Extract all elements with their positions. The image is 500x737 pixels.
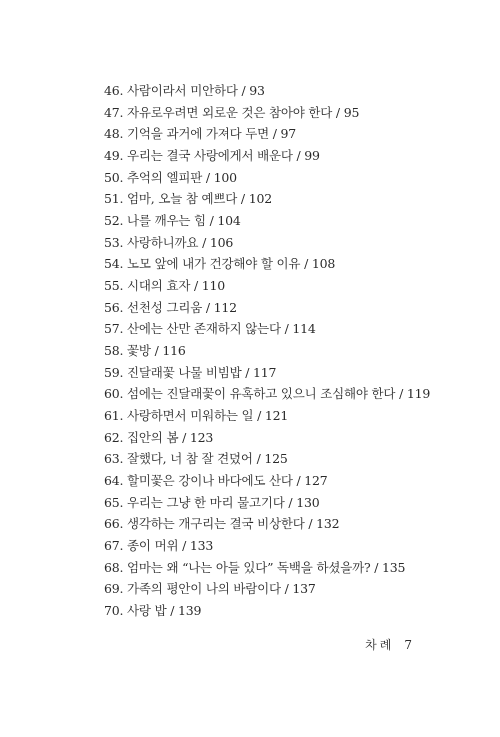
- toc-entry-59: 59. 진달래꽃 나물 비빔밥 / 117: [104, 364, 277, 380]
- toc-entry-48: 48. 기억을 과거에 가져다 두면 / 97: [104, 126, 297, 142]
- toc-entry-62: 62. 집안의 봄 / 123: [104, 429, 214, 445]
- toc-entry-53: 53. 사랑하니까요 / 106: [104, 234, 234, 250]
- toc-entry-46: 46. 사람이라서 미안하다 / 93: [104, 83, 265, 98]
- toc-entry-47: 47. 자유로우려면 외로운 것은 참아야 한다 / 95: [104, 104, 360, 120]
- toc-entry-65: 65. 우리는 그냥 한 마리 물고기다 / 130: [104, 494, 320, 510]
- toc-entry-49: 49. 우리는 결국 사랑에게서 배운다 / 99: [104, 148, 320, 164]
- toc-entry-55: 55. 시대의 효자 / 110: [104, 278, 226, 294]
- toc-entry-69: 69. 가족의 평안이 나의 바람이다 / 137: [104, 581, 316, 597]
- toc-entry-64: 64. 할미꽃은 강이나 바다에도 산다 / 127: [104, 473, 328, 489]
- toc-entry-54: 54. 노모 앞에 내가 건강해야 할 이유 / 108: [104, 256, 336, 272]
- toc-entry-68: 68. 엄마는 왜 “나는 아들 있다” 독백을 하셨을까? / 135: [104, 559, 406, 575]
- toc-entry-60: 60. 섬에는 진달래꽃이 유혹하고 있으니 조심해야 한다 / 119: [104, 386, 431, 402]
- toc-entry-61: 61. 사랑하면서 미워하는 일 / 121: [104, 408, 289, 424]
- toc-entry-52: 52. 나를 깨우는 힘 / 104: [104, 213, 241, 229]
- toc-entry-51: 51. 엄마, 오늘 참 예쁘다 / 102: [104, 191, 272, 207]
- toc-entry-56: 56. 선천성 그리움 / 112: [104, 299, 237, 315]
- toc-entry-67: 67. 종이 머위 / 133: [104, 538, 214, 554]
- toc-entry-58: 58. 꽃방 / 116: [104, 343, 186, 359]
- page-footer: [365, 637, 412, 653]
- table-of-contents: [104, 80, 430, 622]
- footer-section-label: 차례: [365, 638, 395, 652]
- page-number: 7: [404, 638, 412, 652]
- toc-entry-70: 70. 사랑 밥 / 139: [104, 603, 202, 619]
- toc-entry-63: 63. 잘했다, 너 참 잘 견뎠어 / 125: [104, 451, 288, 467]
- toc-entry-50: 50. 추억의 엘피판 / 100: [104, 169, 237, 185]
- toc-entry-66: 66. 생각하는 개구리는 결국 비상한다 / 132: [104, 516, 340, 532]
- toc-entry-57: 57. 산에는 산만 존재하지 않는다 / 114: [104, 321, 316, 337]
